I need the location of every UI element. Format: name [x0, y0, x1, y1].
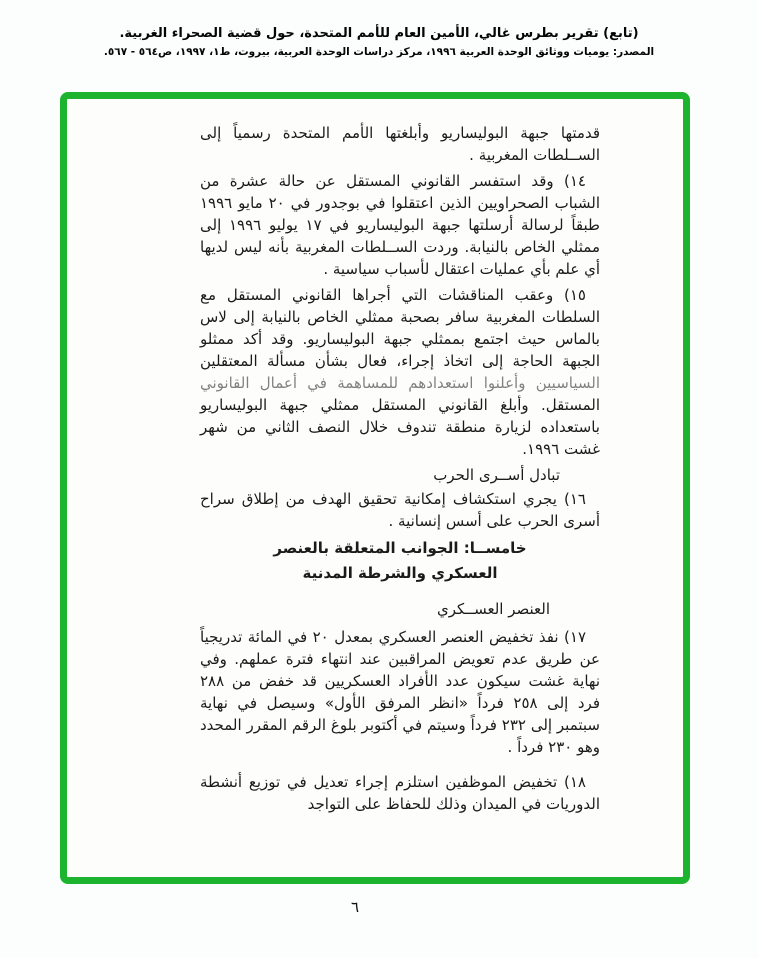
document-source-citation: المصدر: يوميات ووثائق الوحدة العربية ١٩٩٦، مركز دراسات الوحدة العربية، بيروت، ط١، ١٩٩٧، ص٥٦٤ - ٥٦٧.: [103, 46, 655, 58]
paragraph-17: ١٧) نفذ تخفيض العنصر العسكري بمعدل ٢٠ في المائة تدريجياً عن طريق عدم تعويض المراقبين عند انتهاء فترة عملهم. وفي نهاية غشت سيكون عدد الأفراد العسكريين قد خفض من ٢٨٨ فرد إلى ٢٥٨ فرداً «انظر المرفق الأول» وسيصل في نهاية سبتمبر إلى ٢٣٢ فرداً وسيتم في أكتوبر بلوغ الرقم المقرر المحدد وهو ٢٣٠ فرداً .: [200, 628, 600, 756]
document-title: (تابع) تقرير بطرس غالي، الأمين العام للأمم المتحدة، حول قضية الصحراء الغربية.: [119, 26, 639, 41]
paragraph-14: ١٤) وقد استفسر القانوني المستقل عن حالة عشرة من الشباب الصحراويين الذين اعتقلوا في بوجدور في ٢٠ مايو ١٩٩٦ طبقاً لرسالة أرسلتها جبهة البوليساريو في ١٧ يوليو ١٩٩٦ إلى ممثلي الخاص بالنيابة. وردت الســلطات المغربية بأنه ليس لديها أي علم بأي عمليات اعتقال لأسباب سياسية .: [200, 172, 600, 278]
scan-frame: [60, 92, 690, 884]
paragraph-16: ١٦) يجري استكشاف إمكانية تحقيق الهدف من إطلاق سراح أسرى الحرب على أسس إنسانية .: [200, 490, 600, 530]
paragraph-15: ١٥) وعقب المناقشات التي أجراها القانوني المستقل مع السلطات المغربية سافر بصحبة ممثلي الخاص بالنيابة إلى لاس بالماس حيث اجتمع بممثلي جبهة البوليساريو. وقد أكد ممثلو الجبهة الحاجة إلى اتخاذ إجراء، فعال بشأن مسألة المعتقلين السياسيين وأعلنوا استعدادهم للمساهمة في أعمال القانوني المستقل. وأبلغ القانوني المستقل ممثلي جبهة البوليساريو باستعداده لزيارة منطقة تندوف خلال النصف الثاني من شهر غشت ١٩٩٦.: [200, 286, 600, 458]
document-body: [200, 122, 600, 819]
paragraph-18: ١٨) تخفيض الموظفين استلزم إجراء تعديل في توزيع أنشطة الدوريات في الميدان وذلك للحفاظ على التواجد: [200, 773, 600, 813]
page-number: ٦: [350, 898, 360, 916]
page-header: [0, 26, 758, 58]
section-heading-line1: خامســا: الجوانب المتعلقة بالعنصر: [273, 539, 527, 557]
subsection-label-military: العنصر العســكري: [437, 600, 550, 618]
section-heading-line2: العسكري والشرطة المدنية: [302, 564, 498, 582]
heading-prisoner-exchange: تبادل أســرى الحرب: [433, 466, 560, 484]
paragraph-intro: قدمتها جبهة البوليساريو وأبلغتها الأمم المتحدة رسمياً إلى الســلطات المغربية .: [200, 124, 600, 164]
